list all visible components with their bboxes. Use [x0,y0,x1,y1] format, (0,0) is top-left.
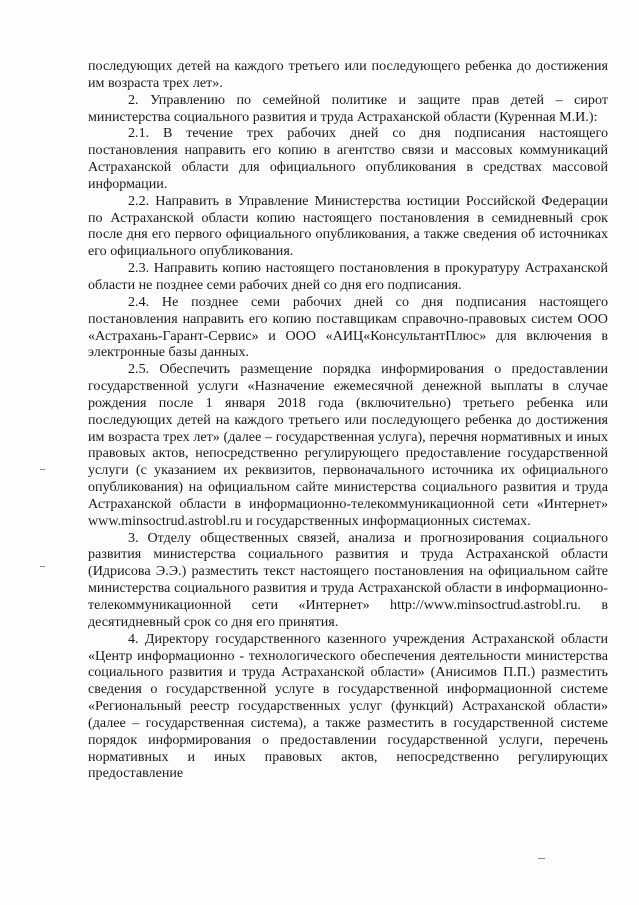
scan-mark [40,566,45,567]
paragraph: 2.4. Не позднее семи рабочих дней со дня подписания настоящего постановления направить его копию поставщикам справочно-правовых систем ООО «Астрахань-Гарант-Сервис» и ООО «АИЦ«КонсультантПлюс» для включения в электронные базы данных. [88,293,608,361]
document-body [88,58,608,782]
scan-mark [538,858,545,859]
paragraph: 2.2. Направить в Управление Министерства юстиции Российской Федерации по Астраханской области копию настоящего постановления в семидневный срок после дня его первого официального опубликования, а также сведения об источниках его официального опубликования. [88,192,608,260]
paragraph: 2.3. Направить копию настоящего постановления в прокуратуру Астраханской области не позднее семи рабочих дней со дня его подписания. [88,260,608,293]
paragraph: последующих детей на каждого третьего или последующего ребенка до достижения им возраста трех лет». [88,58,608,91]
paragraph: 2.1. В течение трех рабочих дней со дня подписания настоящего постановления направить его копию в агентство связи и массовых коммуникаций Астраханской области для официального опубликования в средствах массовой информации. [88,125,608,192]
paragraph: 2.5. Обеспечить размещение порядка информирования о предоставлении государственной услуги «Назначение ежемесячной денежной выплаты в случае рождения после 1 января 2018 года (включительно) третьего ребенка или последующих детей на каждого третьего или последующего ребенка до достижения им возраста трех лет» (далее – государственная услуга), перечня нормативных и иных правовых актов, непосредственно регулирующего предоставление государственной услуги (с указанием их реквизитов, первоначального источника их официального опубликования) на официальном сайте министерства социального развития и труда Астраханской области в информационно-телекоммуникационной сети «Интернет» www.minsoctrud.astrobl.ru и государственных информационных системах. [88,361,608,529]
paragraph: 4. Директору государственного казенного учреждения Астраханской области «Центр информационно - технологического обеспечения деятельности министерства социального развития и труда Астраханской области» (Анисимов П.П.) разместить сведения о государственной услуге в государственной информационной системе «Региональный реестр государственных услуг (функций) Астраханской области» (далее – государственная система), а также разместить в государственной системе порядок информирования о предоставлении государственной услуги, перечень нормативных и иных правовых актов, непосредственно регулирующих предоставление [88,630,608,782]
paragraph: 3. Отделу общественных связей, анализа и прогнозирования социального развития министерства социального развития и труда Астраханской области (Идрисова Э.Э.) разместить текст настоящего постановления на официальном сайте министерства социального развития и труда Астраханской области в информационно-телекоммуникационной сети «Интернет» http://www.minsoctrud.astrobl.ru. в десятидневный срок со дня его принятия. [88,529,608,630]
paragraph: 2. Управлению по семейной политике и защите прав детей – сирот министерства социального развития и труда Астраханской области (Куренная М.И.): [88,91,608,125]
scan-mark [40,469,45,470]
